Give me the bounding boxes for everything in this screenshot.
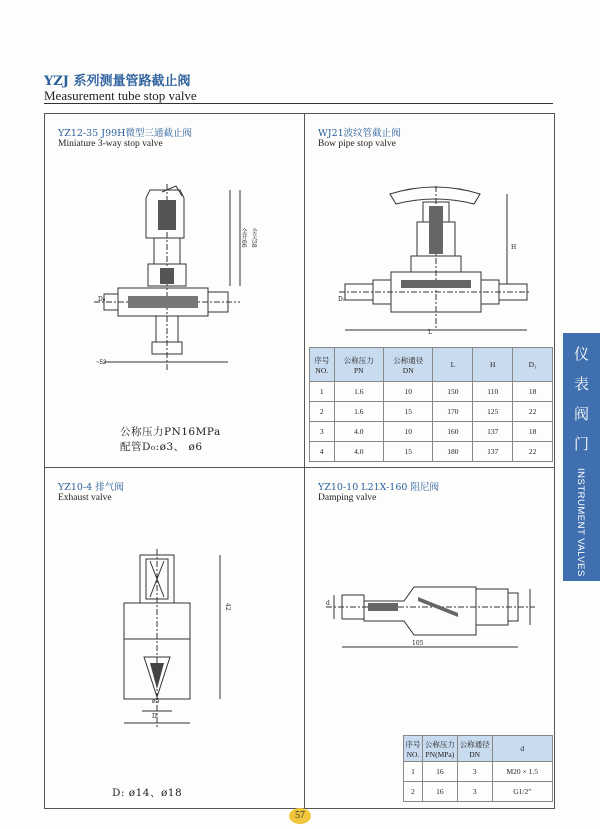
table-cell: 16 — [422, 762, 457, 782]
table-cell: 10 — [383, 382, 432, 402]
table-cell: 10 — [383, 422, 432, 442]
p3-dim-h: 42 — [224, 603, 231, 611]
p1-caption-pressure: 公称压力PN16MPa — [120, 426, 221, 438]
p1-caption-tube: 配管D₀:ø3、 ø6 — [120, 441, 203, 453]
table-row — [310, 442, 553, 462]
table-cell: 1 — [404, 762, 423, 782]
side-tab-en: INSTRUMENT VALVES — [575, 468, 586, 577]
p4-subtitle: Damping valve — [318, 493, 377, 503]
p2-dim-l: L — [428, 329, 432, 336]
p2-title: WJ21波纹管截止阀 — [318, 128, 401, 139]
p2-subtitle: Bow pipe stop valve — [318, 139, 396, 149]
table-cell: 3 — [310, 422, 335, 442]
table-cell: 3 — [457, 782, 492, 802]
table-cell: 137 — [473, 442, 513, 462]
exhaust-valve-drawing — [110, 545, 240, 735]
table-cell: 160 — [433, 422, 473, 442]
p3-caption: D: ø14、ø18 — [112, 787, 183, 799]
table-row — [310, 382, 553, 402]
table-header-cell: 公称通径 DN — [383, 348, 432, 382]
table-cell: 1.6 — [334, 382, 383, 402]
3way-valve-drawing — [90, 180, 260, 380]
series-title-en: Measurement tube stop valve — [44, 88, 197, 103]
table-cell: 1 — [310, 382, 335, 402]
table-cell: 3 — [457, 762, 492, 782]
table-cell: 170 — [433, 402, 473, 422]
p1-dim-h2: 全关58 — [250, 228, 257, 248]
table-cell: 2 — [404, 782, 423, 802]
table-header-cell: d — [492, 736, 552, 762]
p4-dim-l: 105 — [412, 640, 424, 647]
table-header-cell: L — [433, 348, 473, 382]
table-cell: 16 — [422, 782, 457, 802]
table-cell: 18 — [513, 422, 553, 442]
table-cell: 18 — [513, 382, 553, 402]
table-header-cell: D₁ — [513, 348, 553, 382]
side-tab-char: 阀 — [573, 405, 589, 423]
table-cell: 150 — [433, 382, 473, 402]
page-number: 57 — [289, 808, 311, 824]
table-cell: 4 — [310, 442, 335, 462]
table-cell: G1/2" — [492, 782, 552, 802]
side-tab-en-wrap — [574, 468, 588, 578]
p1-dim-width: ~52 — [96, 360, 107, 366]
table-header-cell: H — [473, 348, 513, 382]
table-row — [310, 422, 553, 442]
table-row — [310, 402, 553, 422]
table-row — [404, 762, 553, 782]
side-tab-char: 门 — [573, 435, 589, 453]
p4-dim-d: d — [326, 600, 330, 607]
series-title-cn: YZJ 系列测量管路截止阀 — [44, 74, 191, 89]
side-tab-char: 仪 — [573, 345, 589, 363]
side-tab-char: 表 — [573, 375, 589, 393]
table-cell: 15 — [383, 402, 432, 422]
table-cell: 180 — [433, 442, 473, 462]
p2-spec-table — [309, 347, 553, 462]
table-cell: 4.0 — [334, 442, 383, 462]
p3-title: YZ10-4 排气阀 — [58, 482, 124, 493]
table-header-cell: 公称压力 PN — [334, 348, 383, 382]
table-cell: 22 — [513, 402, 553, 422]
table-header-row — [404, 736, 553, 762]
table-cell: 1.6 — [334, 402, 383, 422]
bowpipe-valve-drawing — [335, 180, 535, 340]
table-row — [404, 782, 553, 802]
p3-dim-d1: ø5 — [152, 698, 160, 705]
table-cell: 22 — [513, 442, 553, 462]
table-header-row — [310, 348, 553, 382]
table-header-cell: 序号 NO. — [310, 348, 335, 382]
p3-dim-d2: D — [152, 713, 157, 720]
p1-subtitle: Miniature 3-way stop valve — [58, 139, 163, 149]
p1-dim-h1: 全开66 — [240, 228, 247, 248]
table-cell: 137 — [473, 422, 513, 442]
p2-dim-d0: D₀ — [338, 296, 346, 303]
table-cell: 2 — [310, 402, 335, 422]
p1-title: YZ12-35 J99H微型三通截止阀 — [58, 128, 192, 139]
table-cell: 125 — [473, 402, 513, 422]
p2-dim-h: H — [511, 244, 517, 251]
p3-subtitle: Exhaust valve — [58, 493, 112, 503]
header-rule — [44, 103, 553, 104]
p4-spec-table — [403, 735, 553, 802]
p4-title: YZ10-10 L21X-160 阻尼阀 — [318, 482, 439, 493]
damping-valve-drawing — [320, 575, 545, 655]
p1-dim-d0: D₀ — [98, 296, 106, 303]
table-header-cell: 公称通径 DN — [457, 736, 492, 762]
table-header-cell: 公称压力 PN(MPa) — [422, 736, 457, 762]
table-cell: M20 × 1.5 — [492, 762, 552, 782]
table-cell: 15 — [383, 442, 432, 462]
table-cell: 110 — [473, 382, 513, 402]
table-cell: 4.0 — [334, 422, 383, 442]
table-header-cell: 序号 NO. — [404, 736, 423, 762]
